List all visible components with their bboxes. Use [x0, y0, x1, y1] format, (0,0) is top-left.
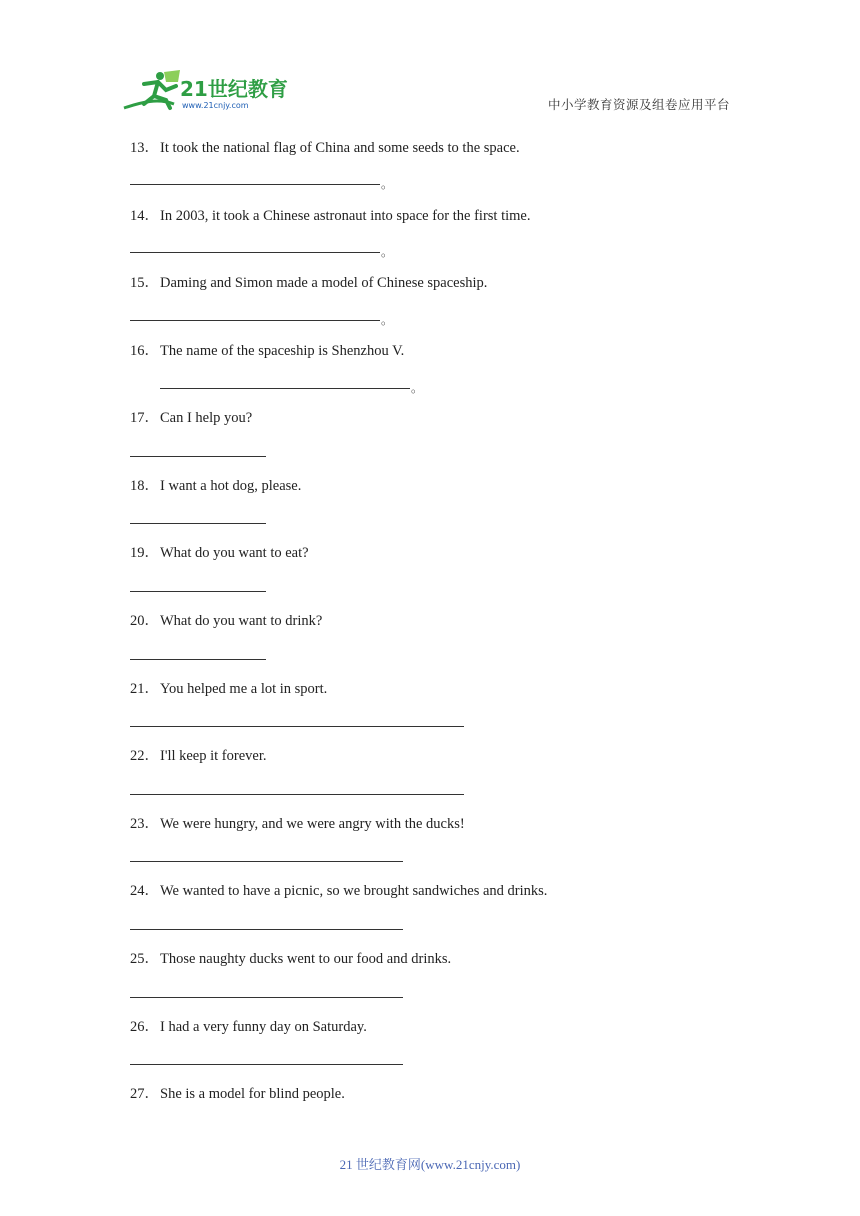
answer-line-24[interactable] [130, 929, 403, 930]
answer-line-21[interactable] [130, 726, 464, 727]
runner-logo-icon [122, 68, 292, 116]
answer-line-19[interactable] [130, 591, 266, 592]
answer-line-25[interactable] [130, 997, 403, 998]
period-mark-16: 。 [411, 381, 424, 395]
logo-url-text: www.21cnjy.com [182, 101, 249, 110]
question-24: 24．We wanted to have a picnic, so we brought sandwiches and drinks. [130, 883, 548, 899]
question-22: 22．I'll keep it forever. [130, 748, 267, 764]
question-14: 14．In 2003, it took a Chinese astronaut into space for the first time. [130, 208, 531, 224]
question-19: 19．What do you want to eat? [130, 545, 309, 561]
answer-line-26[interactable] [130, 1064, 403, 1065]
question-17: 17．Can I help you? [130, 410, 253, 426]
answer-line-22[interactable] [130, 794, 464, 795]
answer-line-15[interactable] [130, 320, 380, 321]
question-21: 21．You helped me a lot in sport. [130, 681, 328, 697]
question-20: 20．What do you want to drink? [130, 613, 323, 629]
page-footer: 21 世纪教育网(www.21cnjy.com) [339, 1157, 521, 1172]
answer-line-17[interactable] [130, 456, 266, 457]
answer-line-16[interactable] [160, 388, 410, 389]
question-16: 16．The name of the spaceship is Shenzhou V. [130, 343, 405, 359]
question-18: 18．I want a hot dog, please. [130, 478, 302, 494]
logo [122, 68, 292, 116]
logo-brand-text: 21世纪教育 [180, 77, 288, 101]
question-25: 25．Those naughty ducks went to our food and drinks. [130, 951, 452, 967]
page-header [0, 0, 860, 130]
question-13: 13．It took the national flag of China and some seeds to the space. [130, 140, 520, 156]
period-mark-15: 。 [381, 313, 394, 327]
answer-line-13[interactable] [130, 184, 380, 185]
question-26: 26．I had a very funny day on Saturday. [130, 1019, 367, 1035]
question-23: 23．We were hungry, and we were angry with the ducks! [130, 816, 465, 832]
period-mark-14: 。 [381, 245, 394, 259]
answer-line-18[interactable] [130, 523, 266, 524]
period-mark-13: 。 [381, 177, 394, 191]
question-15: 15．Daming and Simon made a model of Chinese spaceship. [130, 275, 488, 291]
answer-line-23[interactable] [130, 861, 403, 862]
question-27: 27．She is a model for blind people. [130, 1086, 345, 1102]
answer-line-14[interactable] [130, 252, 380, 253]
answer-line-20[interactable] [130, 659, 266, 660]
platform-title: 中小学教育资源及组卷应用平台 [547, 97, 730, 112]
